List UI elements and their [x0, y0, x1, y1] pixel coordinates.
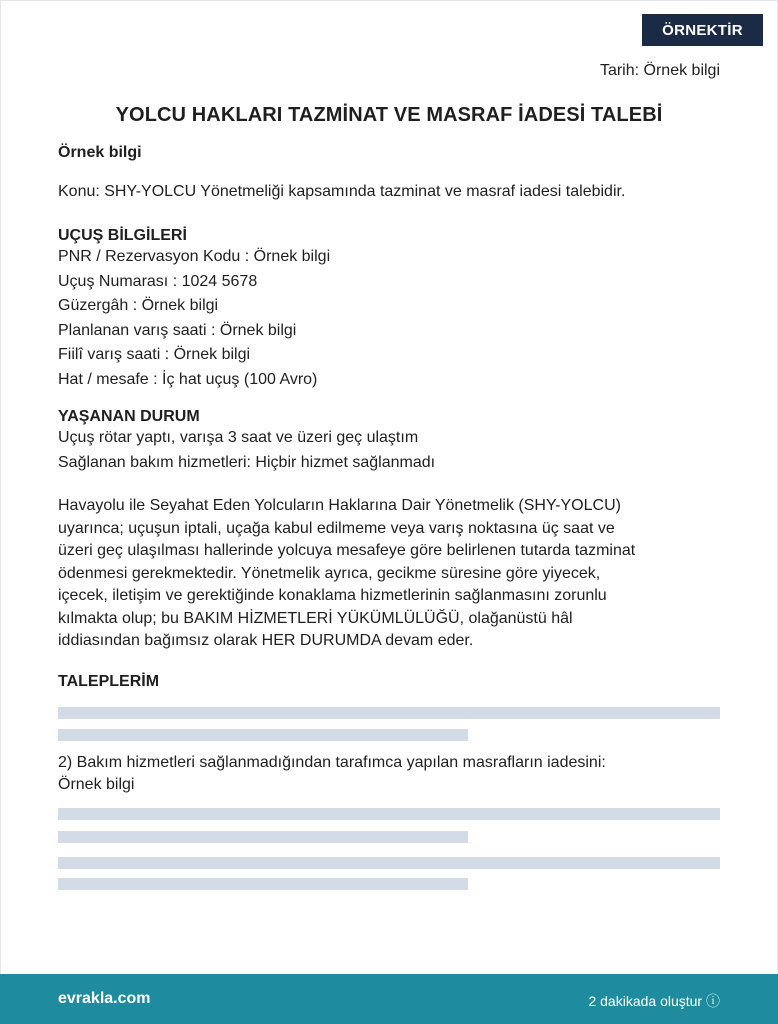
flight-number-line: Uçuş Numarası : 1024 5678 [58, 272, 258, 290]
situation-list [58, 426, 722, 475]
care-services-line: Sağlanan bakım hizmetleri: Hiçbir hizmet sağlanmadı [58, 453, 436, 471]
request-item-2-text: 2) Bakım hizmetleri sağlanmadığından tarafımca yapılan masrafların iadesini: [58, 753, 606, 771]
situation-heading: YAŞANAN DURUM [58, 408, 200, 425]
delay-line: Uçuş rötar yaptı, varışa 3 saat ve üzeri geç ulaştım [58, 429, 419, 446]
pnr-line: PNR / Rezervasyon Kodu : Örnek bilgi [58, 248, 331, 265]
redacted-line-placeholder [58, 857, 720, 869]
actual-arrival-line: Fiilî varış saati : Örnek bilgi [58, 346, 251, 363]
paragraph-line: iddiasından bağımsız olarak HER DURUMDA devam eder. [58, 632, 474, 649]
paragraph-line: ödenmesi gerekmektedir. Yönetmelik ayrıca, gecikme süresine göre yiyecek, [58, 564, 601, 582]
paragraph-line: üzeri geç ulaşılması hallerinde yolcuya mesafeye göre belirlenen tutarda tazminat [58, 542, 636, 559]
paragraph-line: uyarınca; uçuşun iptali, uçağa kabul edilmeme veya varış noktasına üç saat ve [58, 519, 615, 537]
distance-line: Hat / mesafe : İç hat uçuş (100 Avro) [58, 370, 318, 388]
sample-badge: ÖRNEKTİR [642, 14, 763, 46]
request-item-2 [58, 752, 722, 797]
planned-arrival-line: Planlanan varış saati : Örnek bilgi [58, 321, 297, 339]
footer-bar [0, 974, 778, 1024]
requests-heading: TALEPLERİM [58, 672, 160, 690]
request-item-2-value: Örnek bilgi [58, 776, 135, 793]
paragraph-line: kılmakta olup; bu BAKIM HİZMETLERİ YÜKÜMLÜLÜĞÜ, olağanüstü hâl [58, 609, 573, 627]
regulation-paragraph [58, 495, 722, 653]
flight-info-heading: UÇUŞ BİLGİLERİ [58, 227, 187, 244]
redacted-line-placeholder [58, 729, 468, 741]
redacted-line-placeholder [58, 878, 468, 890]
create-cta-link[interactable]: 2 dakikada oluştur ⓘ [588, 993, 720, 1009]
date-line: Tarih: Örnek bilgi [599, 62, 720, 79]
document-title: YOLCU HAKLARI TAZMİNAT VE MASRAF İADESİ TALEBİ [115, 104, 663, 126]
redacted-line-placeholder [58, 831, 468, 843]
redacted-line-placeholder [58, 707, 720, 719]
subject-line: Konu: SHY-YOLCU Yönetmeliği kapsamında tazminat ve masraf iadesi talebidir. [58, 183, 626, 200]
route-line: Güzergâh : Örnek bilgi [58, 297, 219, 314]
document-body [58, 144, 722, 890]
redacted-line-placeholder [58, 808, 720, 820]
paragraph-line: içecek, iletişim ve gerektiğinde konaklama hizmetlerinin sağlanmasını zorunlu [58, 587, 607, 604]
brand-link[interactable]: evrakla.com [58, 990, 151, 1007]
recipient: Örnek bilgi [58, 144, 142, 161]
paragraph-line: Havayolu ile Seyahat Eden Yolcuların Haklarına Dair Yönetmelik (SHY-YOLCU) [58, 497, 621, 514]
flight-info-list [58, 245, 722, 392]
